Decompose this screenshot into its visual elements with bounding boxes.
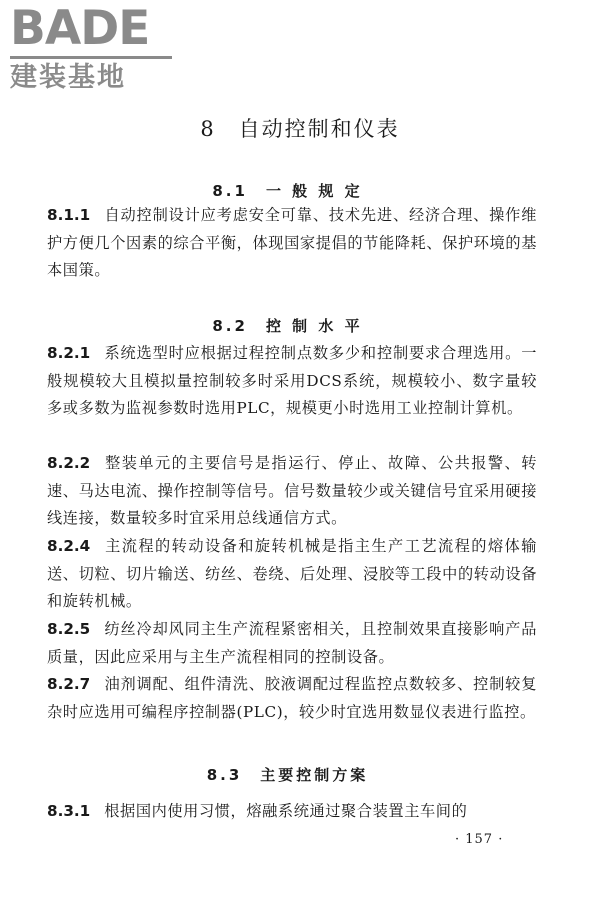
clause-number: 8.2.2 [47, 454, 91, 472]
logo-rule [10, 56, 172, 59]
clause-text: 自动控制设计应考虑安全可靠、技术先进、经济合理、操作维护方便几个因素的综合平衡，体现国家提倡的节能降耗、保护环境的基本国策。 [47, 206, 537, 279]
clause-text: 整装单元的主要信号是指运行、停止、故障、公共报警、转速、马达电流、操作控制等信号。信号数量较少或关键信号宜采用硬接线连接，数量较多时宜采用总线通信方式。 [47, 454, 537, 527]
clause-8-2-5 [47, 616, 537, 671]
clause-number: 8.2.5 [47, 620, 91, 638]
clause-text: 油剂调配、组件清洗、胶液调配过程监控点数较多、控制较复杂时应选用可编程序控制器(PLC)，较少时宜选用数显仪表进行监控。 [47, 675, 537, 721]
clause-number: 8.3.1 [47, 802, 91, 820]
bade-logo [10, 1, 180, 95]
clause-8-2-7 [47, 671, 537, 726]
clause-8-2-2 [47, 450, 537, 533]
clause-8-2-4 [47, 533, 537, 616]
clause-text: 主流程的转动设备和旋转机械是指主生产工艺流程的熔体输送、切粒、切片输送、纺丝、卷绕、后处理、浸胶等工段中的转动设备和旋转机械。 [47, 537, 537, 610]
page-number: · 157 · [455, 832, 504, 847]
clause-8-2-1 [47, 340, 537, 423]
logo-subtitle: 建装基地 [10, 62, 126, 93]
clause-text: 纺丝冷却风同主生产流程紧密相关，且控制效果直接影响产品质量，因此应采用与主生产流程相同的控制设备。 [47, 620, 537, 666]
clause-text: 根据国内使用习惯，熔融系统通过聚合装置主车间的 [104, 802, 468, 820]
clause-number: 8.1.1 [47, 206, 91, 224]
section-title-8-1: 8.1 一 般 规 定 [212, 182, 363, 200]
section-title-8-3: 8.3 主要控制方案 [206, 766, 369, 784]
chapter-title: 8 自动控制和仪表 [200, 117, 400, 141]
section-title-8-2: 8.2 控 制 水 平 [212, 317, 363, 335]
clause-8-3-1 [47, 798, 537, 826]
logo-brand: BADE [10, 1, 150, 56]
clause-number: 8.2.1 [47, 344, 91, 362]
clause-text: 系统选型时应根据过程控制点数多少和控制要求合理选用。一般规模较大且模拟量控制较多时采用DCS系统，规模较小、数字量较多或多数为监视参数时选用PLC，规模更小时选用工业控制计算机。 [47, 344, 537, 417]
clause-number: 8.2.4 [47, 537, 91, 555]
clause-number: 8.2.7 [47, 675, 91, 693]
clause-8-1-1 [47, 202, 537, 285]
